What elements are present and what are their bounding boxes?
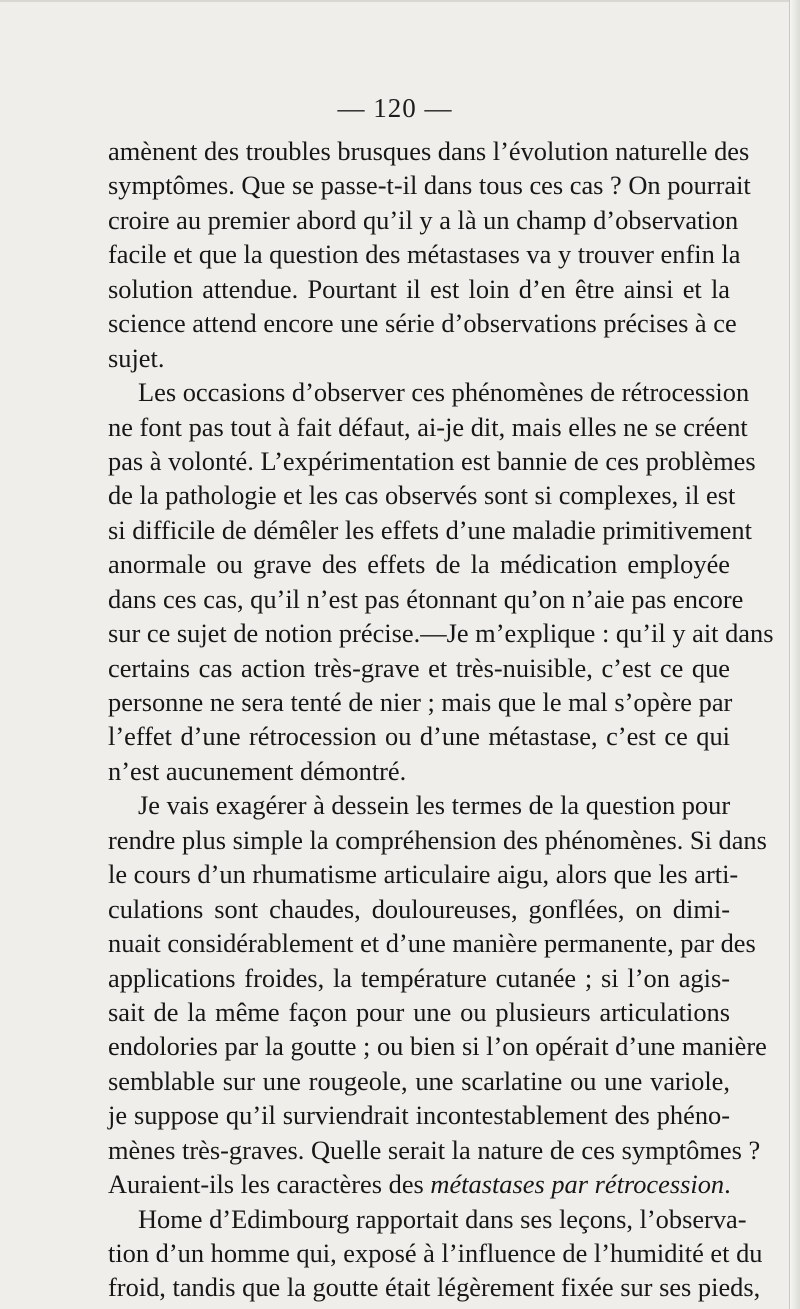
text-line: solution attendue. Pourtant il est loin d’en être ainsi et la [108,273,730,304]
text-line-italic: métastases par rétrocession [430,1169,725,1200]
top-edge [0,0,790,2]
text-line: amènent des troubles brusques dans l’évolution naturelle des [108,136,750,166]
body-text [108,134,774,1305]
text-line: symptômes. Que se passe-t-il dans tous ces cas ? On pourrait [108,170,751,201]
text-line: personne ne sera tenté de nier ; mais que le mal s’opère par [108,687,733,717]
text-line: ne font pas tout à fait défaut, ai-je dit, mais elles ne se créent [108,411,748,442]
text-line: nuait considérablement et d’une manière permanente, par des [108,928,756,959]
text-line: rendre plus simple la compréhension des phénomènes. Si dans [108,824,767,855]
page-number: — 120 — [337,93,453,123]
text-line: anormale ou grave des effets de la médication employée [108,549,730,580]
text-line: tion d’un homme qui, exposé à l’influence de l’humidité et du [108,1238,763,1268]
text-line: endolories par la goutte ; ou bien si l’on opérait d’une manière [108,1031,767,1062]
text-line: l’effet d’une rétrocession ou d’une métastase, c’est ce qui [108,721,730,752]
text-line: culations sont chaudes, douloureuses, gonflées, on dimi- [108,893,730,924]
text-line: facile et que la question des métastases va y trouver enfin la [108,239,741,270]
text-line: froid, tandis que la goutte était légèrement fixée sur ses pieds, [108,1272,761,1303]
text-line: Je vais exagérer à dessein les termes de la question pour [138,790,731,821]
text-line: Les occasions d’observer ces phénomènes de rétrocession [138,377,750,408]
text-line: si difficile de démêler les effets d’une maladie primitivement [108,514,752,545]
text-line: semblable sur une rougeole, une scarlatine ou une variole, [108,1065,730,1096]
text-line: applications froides, la température cutanée ; si l’on agis- [108,962,730,993]
text-line: de la pathologie et les cas observés sont si complexes, il est [108,480,736,511]
text-line: le cours d’un rhumatisme articulaire aigu, alors que les arti- [108,859,739,890]
text-line [108,1167,730,1201]
text-line: Home d’Edimbourg rapportait dans ses leçons, l’observa- [138,1203,747,1234]
text-line: mènes très-graves. Quelle serait la nature de ces symptômes ? [108,1134,761,1165]
text-line-plain: Auraient-ils les caractères des [108,1169,431,1200]
text-line: pas à volonté. L’expérimentation est bannie de ces problèmes [108,445,756,476]
text-line: certains cas action très-grave et très-nuisible, c’est ce que [108,652,730,683]
text-line: sujet. [108,342,165,373]
text-line: sait de la même façon pour une ou plusieurs articulations [108,996,730,1027]
text-line: je suppose qu’il surviendrait incontestablement des phéno- [108,1100,730,1131]
text-line: sur ce sujet de notion précise.—Je m’explique : qu’il y ait dans [108,618,774,649]
text-line: n’est aucunement démontré. [108,755,407,786]
page-edge [789,0,800,1309]
text-line: science attend encore une série d’observations précises à ce [108,308,737,339]
text-line: croire au premier abord qu’il y a là un champ d’observation [108,204,739,235]
text-line: dans ces cas, qu’il n’est pas étonnant qu’on n’aie pas encore [108,583,744,614]
text-line-tail: . [724,1169,731,1200]
